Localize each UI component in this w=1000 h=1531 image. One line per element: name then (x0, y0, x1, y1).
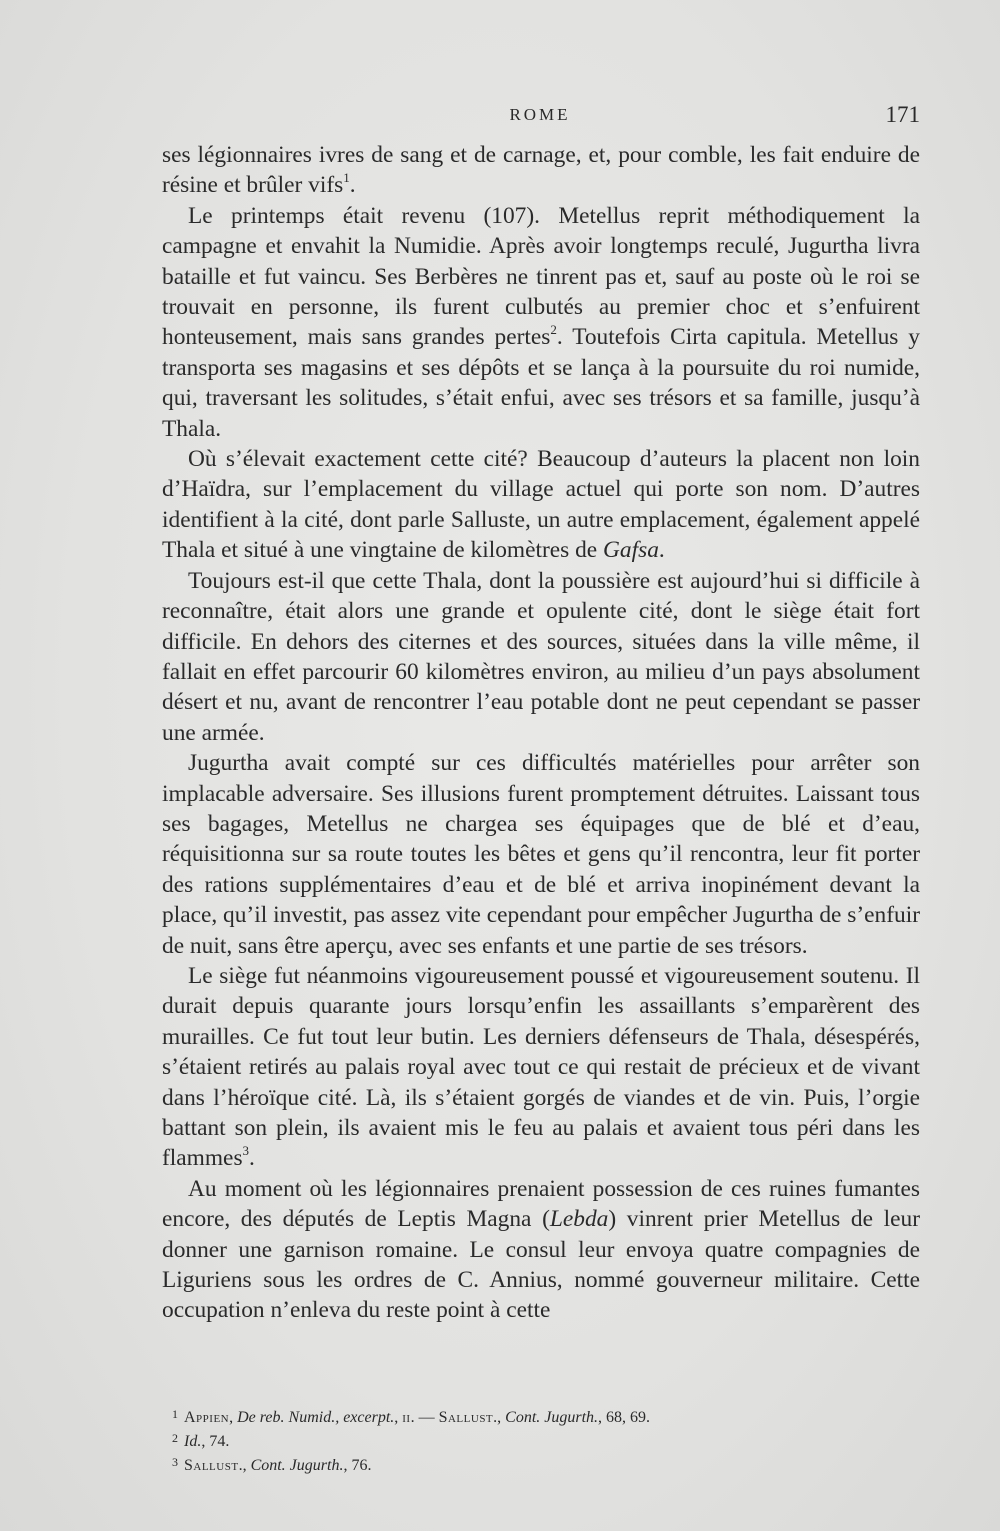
text-run: ., (238, 1457, 251, 1474)
paragraph-p6 (162, 961, 920, 1174)
footnote-ref: 2 (550, 322, 557, 338)
text-run: Toujours est-il que cette Thala, dont la poussière est aujourd’hui si difficile à reconnaître, était alors une grande et opulente cité, dont le siège était fort difficile. En dehors des citernes et des sources, situées dans la ville même, il fallait en effet parcourir 60 kilomètres environ, au milieu d’un pays absolument désert et nu, avant de rencontrer l’eau potable dont ne peut cependant se passer une armée. (162, 567, 920, 746)
text-run: . — (410, 1409, 439, 1426)
footnote-1 (172, 1404, 920, 1428)
text-run: , (229, 1409, 238, 1426)
paragraph-p7 (162, 1174, 920, 1326)
running-title: ROME (509, 105, 571, 124)
text-run: . Toutefois Cirta capitula. Metellus y transporta ses magasins et ses dépôts et se lança à la poursuite du roi numide, qui, traversant les solitudes, s’était enfui, avec ses trésors et sa famille, jusqu’à Thala. (162, 324, 920, 442)
author-name: ii (402, 1409, 411, 1426)
footnote-ref: 1 (343, 170, 350, 186)
footnote-2 (172, 1428, 920, 1452)
text-run: Où s’élevait exactement cette cité? Beaucoup d’auteurs la placent non loin d’Haïdra, sur l’emplacement du village actuel qui porte son nom. D’autres identifient à la cité, dont parle Salluste, un autre emplacement, également appelé Thala et situé à une vingtaine de kilomètres de (162, 446, 920, 564)
running-head (160, 102, 920, 132)
text-run: Jugurtha avait compté sur ces difficultés matérielles pour arrêter son implacable adversaire. Ses illusions furent promptement détruites. Laissant tous ses bagages, Metellus ne chargea ses équipages que de blé et d’eau, réquisitionna sur sa route toutes les bêtes et gens qu’il rencontra, leur fit porter des rations supplémentaires d’eau et de blé et arriva inopinément devant la place, qu’il investit, pas assez vite cependant pour empêcher Jugurtha de s’enfuir de nuit, sans être aperçu, avec ses enfants et une partie de ses trésors. (162, 750, 920, 959)
text-run: , 74. (201, 1433, 230, 1450)
paragraph-p3 (162, 444, 920, 566)
footnote-3 (172, 1452, 920, 1476)
text-run: ) vinrent prier Metellus de leur donner une garnison romaine. Le consul leur envoya quatre compagnies de Liguriens sous les ordres de C. Annius, nommé gouverneur militaire. Cette occupation n’enleva du reste point à cette (162, 1206, 920, 1324)
footnotes (172, 1404, 920, 1476)
text-run: Au moment où les légionnaires prenaient possession de ces ruines fumantes encore, des députés de Leptis Magna ( (162, 1175, 920, 1233)
text-run: . (658, 537, 665, 564)
paragraph-p2 (162, 201, 920, 444)
text-run: , 68, 69. (598, 1409, 651, 1426)
paragraph-p5 (162, 748, 920, 961)
italic-text: Id. (184, 1433, 202, 1450)
author-name: Sallust (438, 1409, 494, 1426)
paragraph-p4 (162, 566, 920, 748)
paragraph-p1 (162, 140, 920, 201)
text-run: Le printemps était revenu (107). Metellus reprit méthodiquement la campagne et envahit la Numidie. Après avoir longtemps reculé, Jugurtha livra bataille et fut vaincu. Ses Berbères ne tinrent pas et, sauf au poste où le roi se trouvait en personne, ils furent culbutés au premier choc et s’enfuirent honteusement, mais sans grandes pertes (162, 202, 920, 351)
text-run: . (249, 1145, 255, 1172)
italic-text: Lebda (549, 1206, 609, 1233)
italic-text: Gafsa (603, 537, 659, 564)
text-run: ., (493, 1409, 506, 1426)
text-run: Le siège fut néanmoins vigoureusement poussé et vigoureusement soutenu. Il durait depuis quarante jours lorsqu’enfin les assaillants s’emparèrent des murailles. Ce fut tout leur butin. Les derniers défenseurs de Thala, désespérés, s’étaient retirés au palais royal avec tout ce qui restait de précieux et de vivant dans l’héroïque cité. Là, ils s’étaient gorgés de viandes et de vin. Puis, l’orgie battant son plein, ils avaient mis le feu au palais et avaient tous péri dans les flammes (162, 962, 920, 1172)
text-run: . (349, 172, 356, 199)
author-name: Sallust (184, 1457, 239, 1474)
author-name: Appien (184, 1409, 230, 1426)
footnote-number: 1 (172, 1407, 178, 1421)
text-run: , (394, 1409, 403, 1426)
italic-text: Cont. Jugurth. (250, 1457, 344, 1474)
footnote-ref: 3 (242, 1143, 250, 1159)
page-number: 171 (885, 102, 920, 127)
italic-text: Cont. Jugurth. (505, 1409, 599, 1426)
text-run: , 76. (343, 1457, 372, 1474)
body-text (162, 140, 920, 1326)
italic-text: De reb. Numid., excerpt. (237, 1409, 395, 1426)
text-run: ses légionnaires ivres de sang et de carnage, et, pour comble, les fait enduire de résine et brûler vifs (162, 142, 920, 199)
footnote-number: 3 (172, 1455, 178, 1469)
footnote-number: 2 (172, 1431, 178, 1445)
